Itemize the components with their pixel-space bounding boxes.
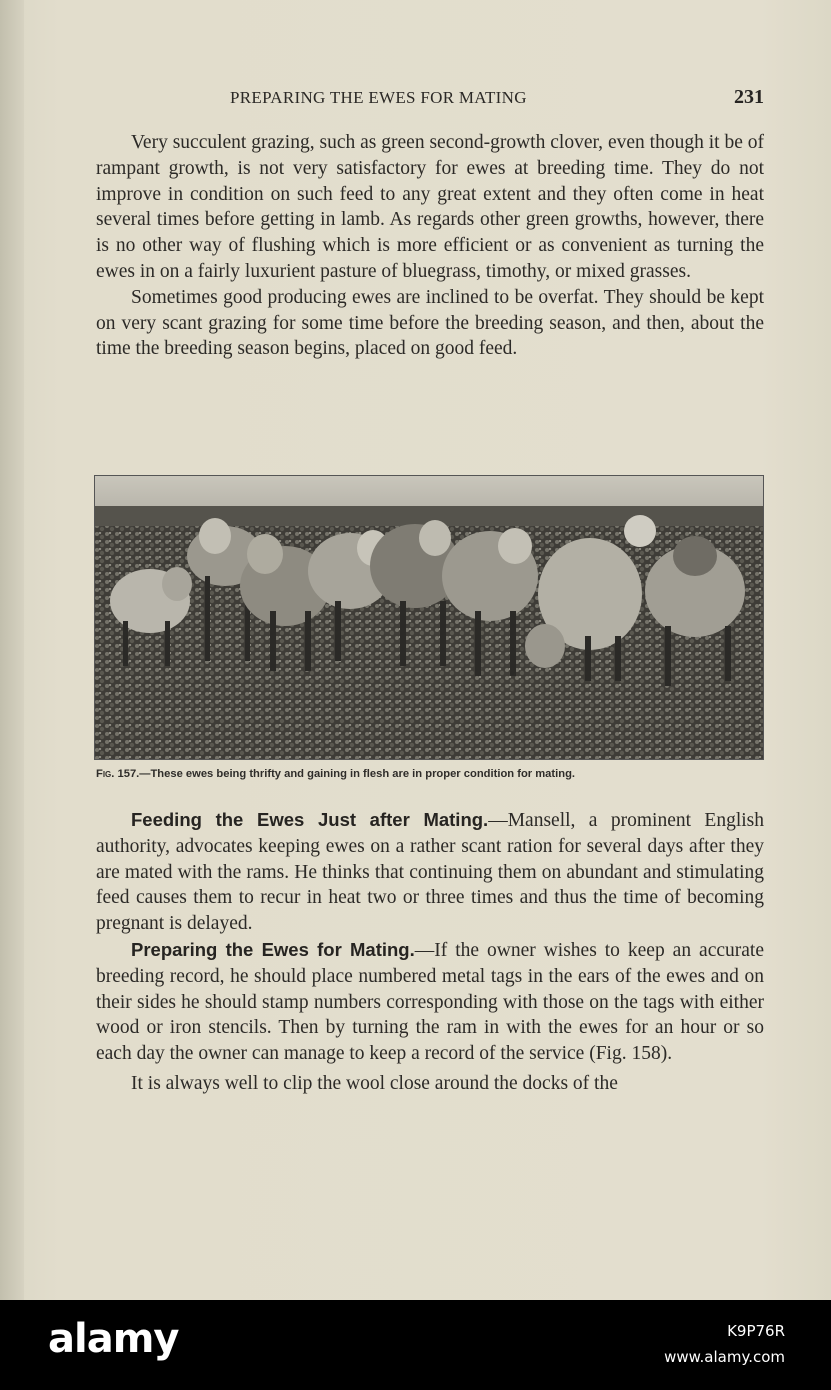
site-url: www.alamy.com: [664, 1348, 785, 1366]
sheep-flock-illustration: [95, 476, 763, 759]
figure-caption-text: —These ewes being thrifty and gaining in flesh are in proper condition for mating.: [139, 768, 576, 780]
page-spine-shadow: [0, 0, 24, 1300]
paragraph-grazing: Very succulent grazing, such as green second-growth clover, even though it be of rampant growth, is not very satisfactory for ewes at breeding time. They do not improve in condition on such feed to any great extent and they often come in heat several times before getting in lamb. As regards other green growths, however, there is no other way of flushing which is more efficient or as convenient as turning the ewes in on a fairly luxurient pasture of bluegrass, timothy, or mixed grasses.: [96, 132, 764, 282]
figure-157-photo: [94, 475, 764, 760]
section-text-feeding: —Mansell, a prominent English authority, advocates keeping ewes on a rather scant ration for several days after they are mated with the rams. He thinks that continuing them on abundant and stimulating feed causes them to recur in heat two or three times and thus the time of becoming pregnant is delayed.: [96, 810, 765, 935]
body-text-top: [96, 130, 764, 362]
section-heading-feeding: Feeding the Ewes Just after Mating.: [131, 809, 489, 830]
section-preparing-for-mating: [96, 937, 764, 1067]
body-text-bottom: [96, 807, 764, 1097]
running-head-title: PREPARING THE EWES FOR MATING: [230, 88, 527, 107]
section-text-preparing: —If the owner wishes to keep an accurate breeding record, he should place numbered metal tags in the ears of the ewes and on their sides he should stamp numbers corresponding with those on the tags with either wood or iron stencils. Then by turning the ram in with the ewes for an hour or so each day the owner can manage to keep a record of the service (Fig. 158).: [96, 939, 764, 1065]
section-heading-preparing: Preparing the Ewes for Mating.: [131, 938, 415, 960]
figure-label: Fig. 157.: [96, 768, 140, 780]
figure-caption: [96, 768, 764, 780]
section-feeding-after-mating: [96, 807, 764, 937]
paragraph-clip-wool: It is always well to clip the wool close around the docks of the: [131, 1072, 618, 1094]
page-number: 231: [734, 86, 764, 108]
alamy-logo: alamy: [48, 1316, 179, 1362]
sky: [95, 476, 763, 511]
running-head: [96, 86, 764, 112]
image-id: K9P76R: [727, 1322, 785, 1340]
paragraph-overfat: Sometimes good producing ewes are inclined to be overfat. They should be kept on very scant grazing for some time before the breeding season, and then, about the time the breeding season begins, placed on good feed.: [96, 286, 764, 360]
